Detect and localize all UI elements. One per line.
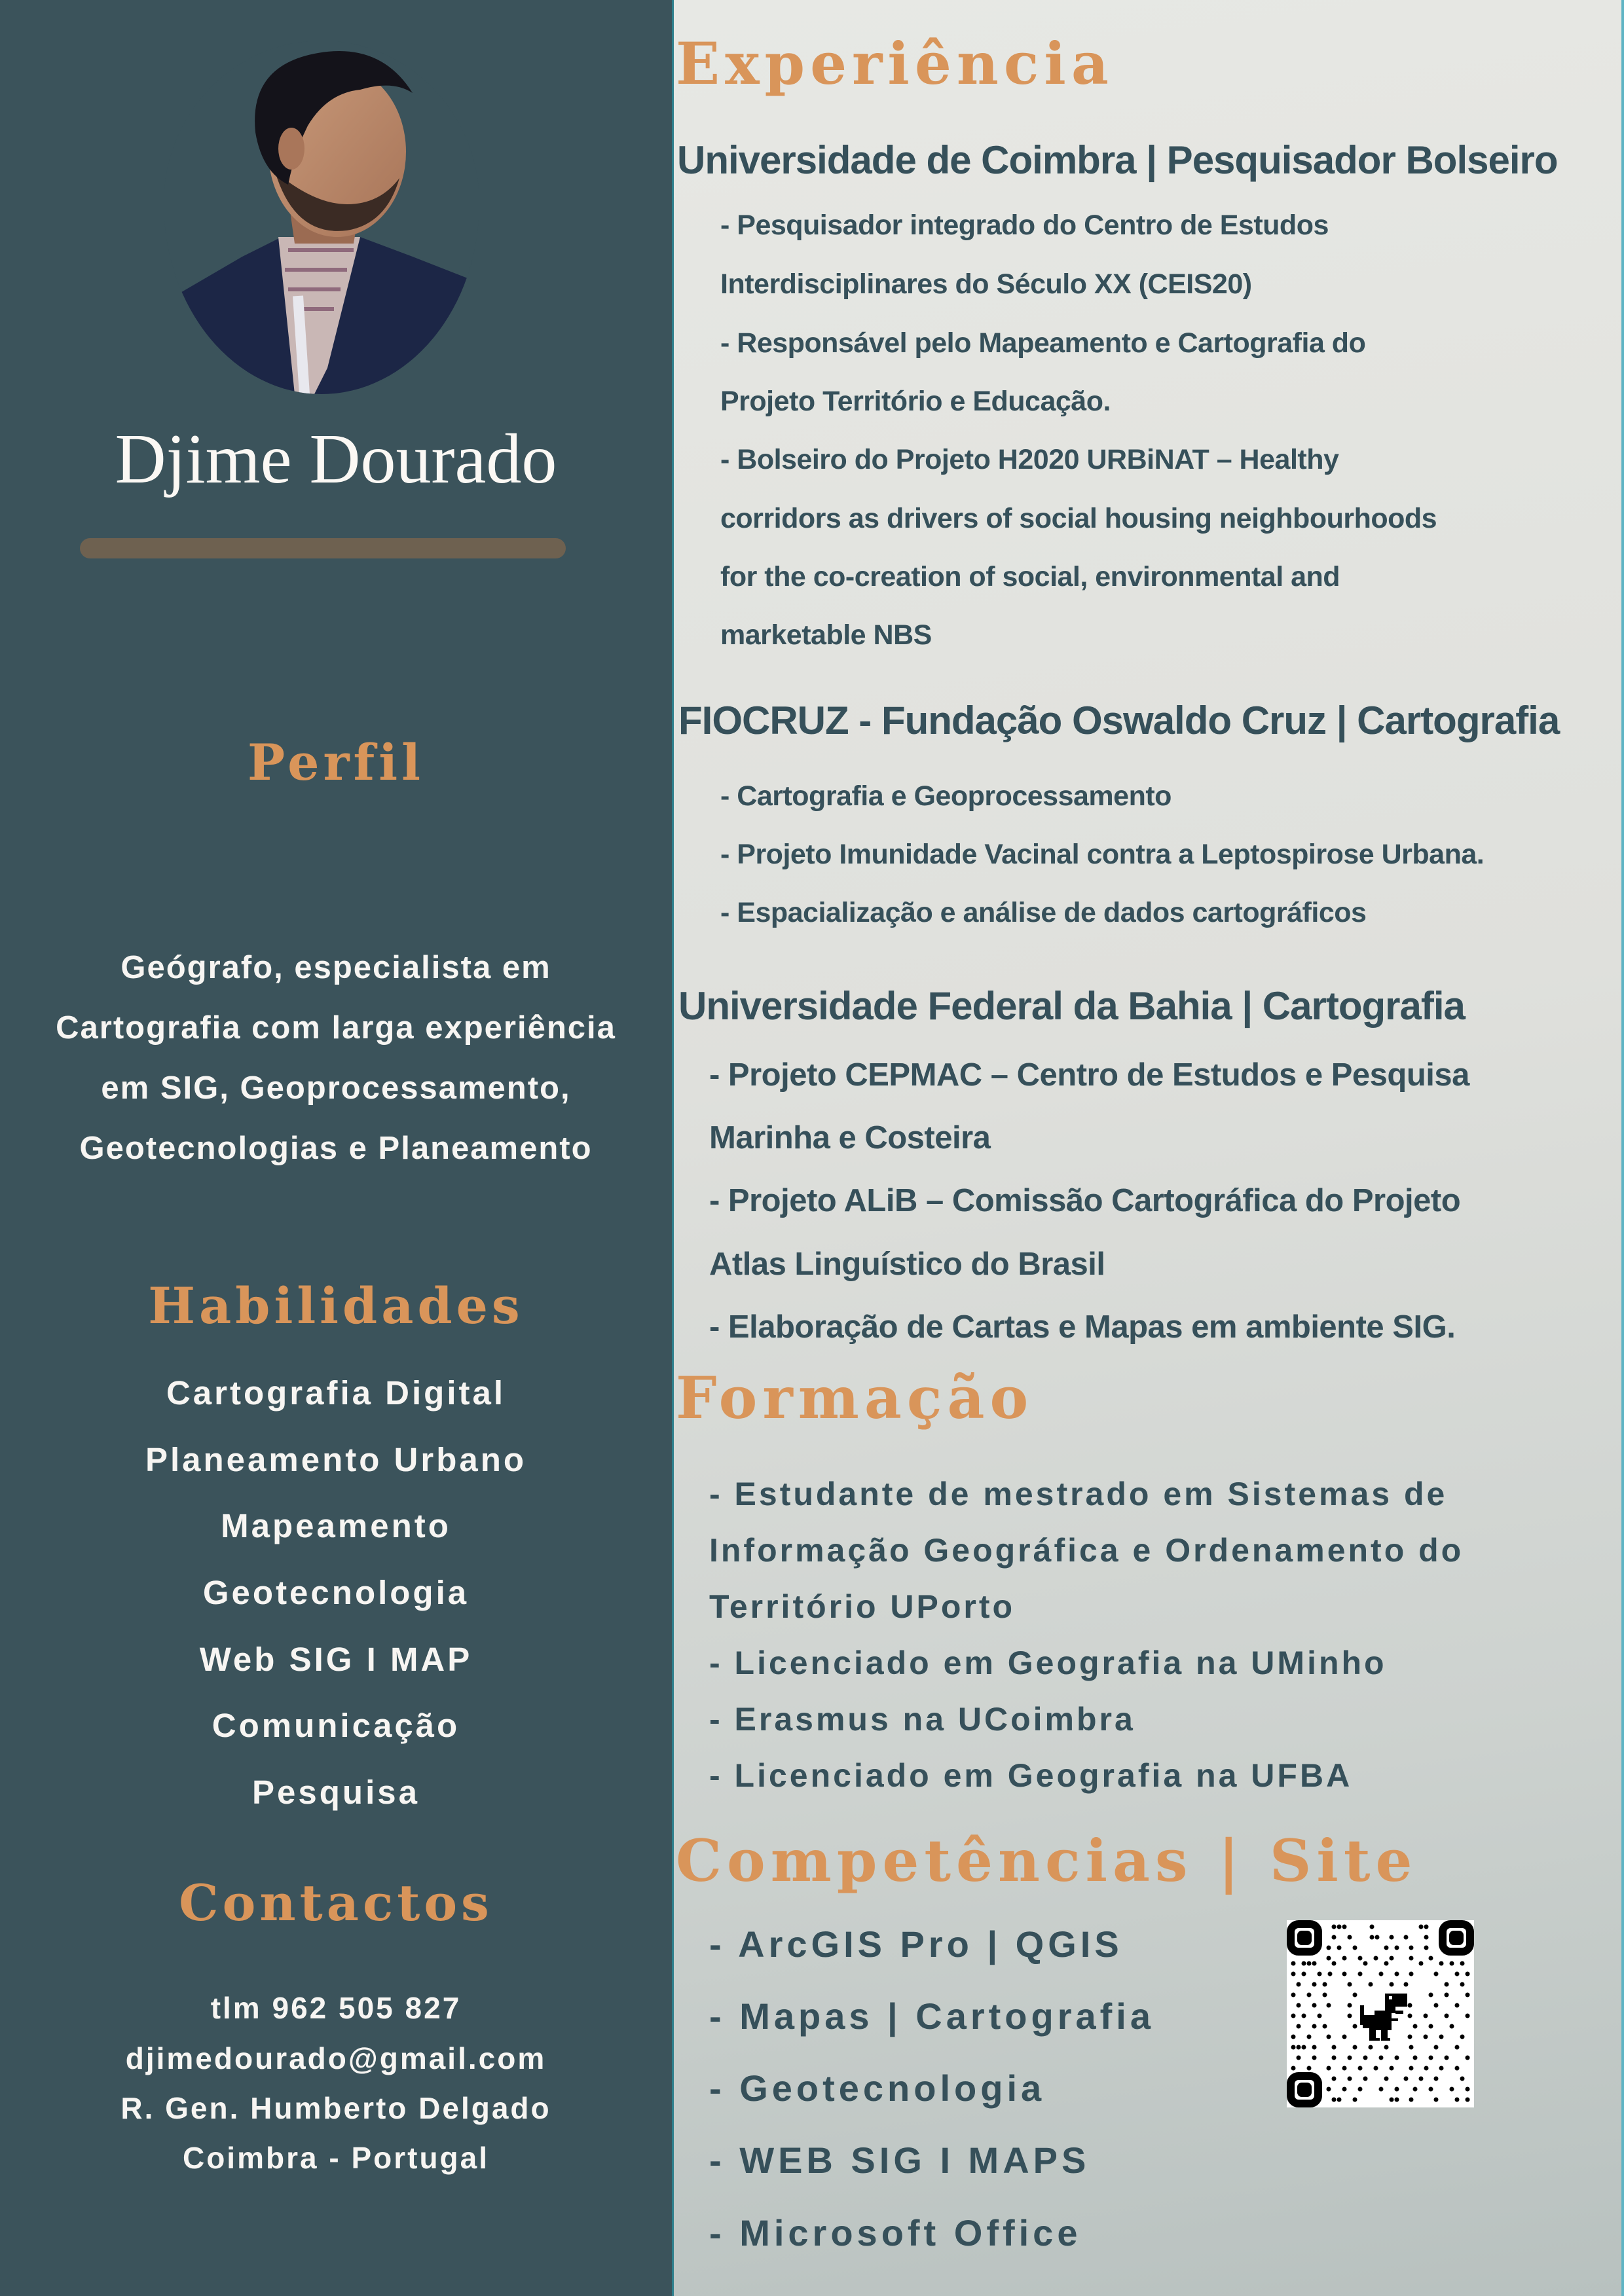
job-detail-line: - Bolseiro do Projeto H2020 URBiNAT – Healthy <box>720 444 1339 475</box>
skill-item: Cartografia Digital <box>166 1374 506 1412</box>
skill-item: Planeamento Urbano <box>145 1441 527 1478</box>
skill-item: Web SIG I MAP <box>199 1641 473 1678</box>
education-line: - Licenciado em Geografia na UMinho <box>709 1645 1387 1681</box>
contact-phone: tlm 962 505 827 <box>210 1991 462 2025</box>
skill-item: Mapeamento <box>221 1507 451 1544</box>
profile-photo <box>164 41 479 394</box>
contact-address-line2: Coimbra - Portugal <box>182 2141 490 2175</box>
skill-item: Comunicação <box>212 1707 460 1744</box>
job-detail-line: Projeto Território e Educação. <box>720 386 1111 417</box>
competency-item: - WEB SIG I MAPS <box>709 2140 1090 2181</box>
profile-text-line: Geógrafo, especialista em <box>120 950 551 985</box>
competency-item: - Mapas | Cartografia <box>709 1995 1155 2037</box>
contact-address-line1: R. Gen. Humberto Delgado <box>120 2091 551 2125</box>
job-detail-line: - Cartografia e Geoprocessamento <box>720 780 1172 812</box>
contact-email[interactable]: djimedourado@gmail.com <box>125 2041 547 2075</box>
job-detail-line: corridors as drivers of social housing neighbourhoods <box>720 503 1437 534</box>
competency-item: - Geotecnologia <box>709 2068 1046 2109</box>
skill-item: Geotecnologia <box>202 1574 470 1611</box>
job-detail-line: Marinha e Costeira <box>709 1120 991 1156</box>
job-detail-line: - Projeto Imunidade Vacinal contra a Leptospirose Urbana. <box>720 839 1485 870</box>
job-detail-line: Atlas Linguístico do Brasil <box>709 1247 1105 1282</box>
education-line: Informação Geográfica e Ordenamento do <box>709 1532 1464 1569</box>
qr-code-icon <box>1287 1920 1474 2107</box>
portrait-icon <box>164 41 479 394</box>
person-name: Djime Dourado <box>115 420 557 498</box>
job-heading: FIOCRUZ - Fundação Oswaldo Cruz | Cartografia <box>678 699 1560 742</box>
skill-item: Pesquisa <box>252 1774 420 1811</box>
section-title-contactos: Contactos <box>179 1874 493 1932</box>
job-heading: Universidade de Coimbra | Pesquisador Bolseiro <box>677 138 1558 182</box>
education-line: - Estudante de mestrado em Sistemas de <box>709 1476 1448 1512</box>
job-detail-line: - Espacialização e análise de dados cartográficos <box>720 897 1367 928</box>
name-underline-bar <box>80 538 566 558</box>
job-detail-line: Interdisciplinares do Século XX (CEIS20) <box>720 268 1252 300</box>
job-heading: Universidade Federal da Bahia | Cartografia <box>678 984 1465 1028</box>
profile-text-line: Geotecnologias e Planeamento <box>79 1131 593 1166</box>
job-detail-line: for the co-creation of social, environmental and <box>720 561 1340 592</box>
section-title-formacao: Formação <box>676 1364 1034 1432</box>
job-detail-line: - Pesquisador integrado do Centro de Estudos <box>720 210 1329 241</box>
site-qr-code[interactable] <box>1287 1920 1474 2107</box>
section-title-experiencia: Experiência <box>676 29 1114 98</box>
job-detail-line: - Projeto CEPMAC – Centro de Estudos e Pesquisa <box>709 1057 1469 1093</box>
competency-item: - Microsoft Office <box>709 2212 1082 2253</box>
left-sidebar <box>0 0 674 2296</box>
education-line: - Erasmus na UCoimbra <box>709 1701 1135 1738</box>
education-line: - Licenciado em Geografia na UFBA <box>709 1757 1353 1794</box>
section-title-perfil: Perfil <box>248 733 424 792</box>
education-line: Território UPorto <box>709 1588 1016 1625</box>
competency-item: - ArcGIS Pro | QGIS <box>709 1923 1123 1965</box>
job-detail-line: marketable NBS <box>720 619 932 651</box>
job-detail-line: - Responsável pelo Mapeamento e Cartografia do <box>720 327 1366 359</box>
section-title-competencias: Competências | Site <box>676 1827 1418 1895</box>
job-detail-line: - Projeto ALiB – Comissão Cartográfica do Projeto <box>709 1183 1461 1218</box>
job-detail-line: - Elaboração de Cartas e Mapas em ambiente SIG. <box>709 1309 1456 1345</box>
profile-text-line: em SIG, Geoprocessamento, <box>101 1070 571 1106</box>
profile-text-line: Cartografia com larga experiência <box>56 1010 616 1046</box>
section-title-habilidades: Habilidades <box>148 1277 524 1335</box>
